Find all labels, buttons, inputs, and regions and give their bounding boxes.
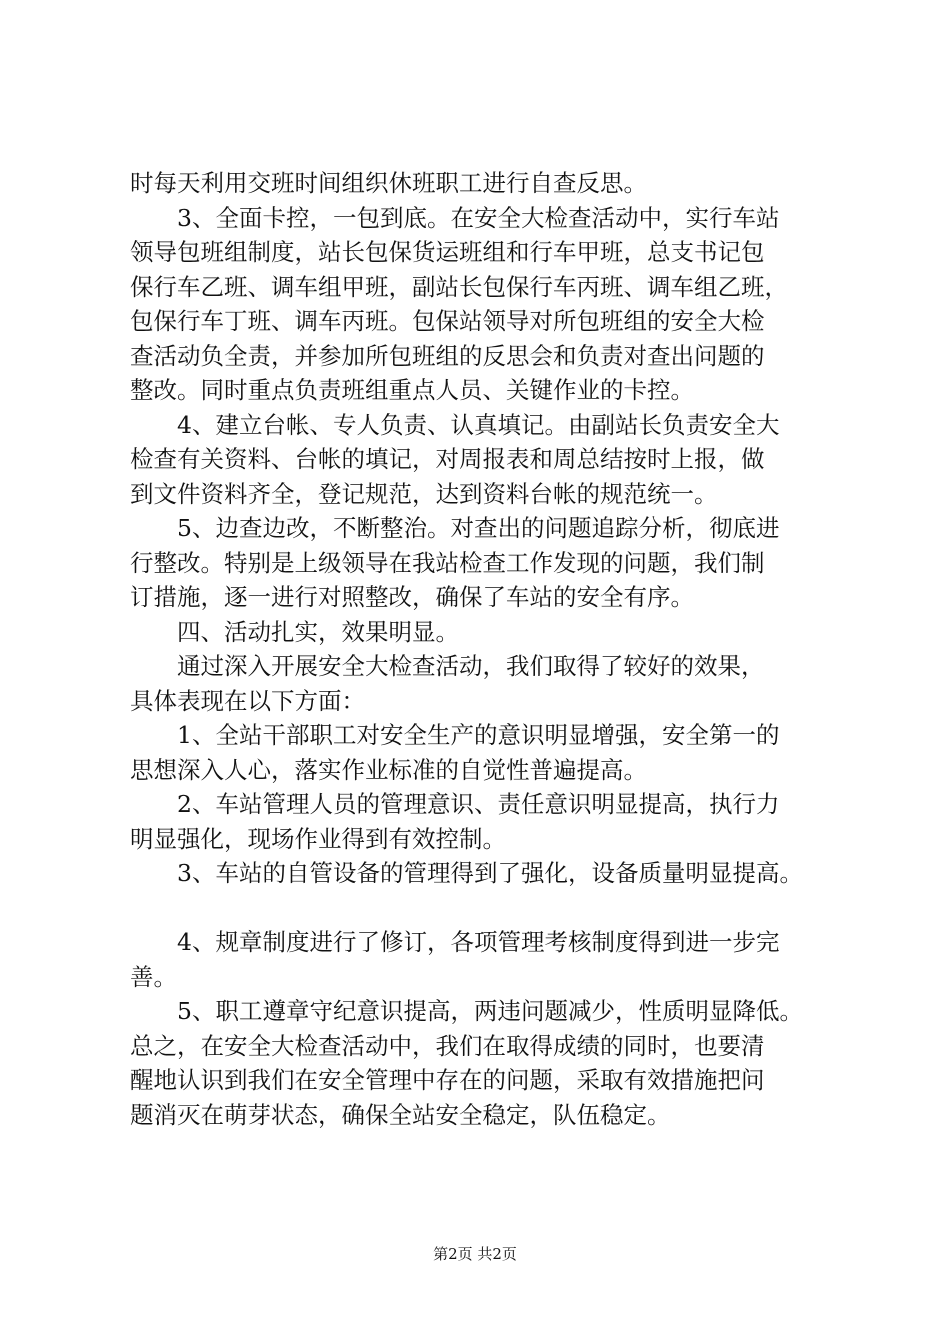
paragraph-line: 醒地认识到我们在安全管理中存在的问题，采取有效措施把问 [130, 1066, 765, 1094]
paragraph-line: 3、全面卡控，一包到底。在安全大检查活动中，实行车站 [177, 203, 780, 232]
paragraph-line: 思想深入人心，落实作业标准的自觉性普遍提高。 [130, 755, 647, 784]
paragraph-line: 通过深入开展安全大检查活动，我们取得了较好的效果， [177, 652, 765, 680]
blank-line [130, 891, 850, 926]
paragraph-line: 3、车站的自管设备的管理得到了强化，设备质量明显提高。 [177, 859, 803, 887]
paragraph-line: 订措施，逐一进行对照整改，确保了车站的安全有序。 [130, 583, 694, 611]
paragraph-line: 时每天利用交班时间组织休班职工进行自查反思。 [130, 169, 647, 197]
paragraph-line: 1、全站干部职工对安全生产的意识明显增强，安全第一的 [177, 721, 780, 749]
paragraph-line: 保行车乙班、调车组甲班，副站长包保行车丙班、调车组乙班， [130, 272, 788, 301]
paragraph-line: 总之，在安全大检查活动中，我们在取得成绩的同时，也要清 [130, 1031, 765, 1060]
paragraph-line: 查活动负全责，并参加所包班组的反思会和负责对查出问题的 [130, 341, 765, 370]
paragraph-line: 到文件资料齐全，登记规范，达到资料台帐的规范统一。 [130, 479, 718, 508]
section-heading: 四、活动扎实，效果明显。 [177, 617, 459, 646]
page-number: 第2页 共2页 [433, 1245, 517, 1263]
page-footer [0, 1244, 950, 1264]
paragraph-line: 具体表现在以下方面： [130, 686, 365, 715]
paragraph-line: 明显强化，现场作业得到有效控制。 [130, 824, 506, 853]
paragraph-line: 行整改。特别是上级领导在我站检查工作发现的问题，我们制 [130, 548, 765, 577]
paragraph-line: 4、建立台帐、专人负责、认真填记。由副站长负责安全大 [177, 410, 780, 439]
paragraph-line: 5、职工遵章守纪意识提高，两违问题减少，性质明显降低。 [177, 997, 803, 1025]
paragraph-line: 5、边查边改，不断整治。对查出的问题追踪分析，彻底进 [177, 514, 780, 542]
paragraph-line: 4、规章制度进行了修订，各项管理考核制度得到进一步完 [177, 928, 780, 956]
paragraph-line: 善。 [130, 962, 177, 991]
document-body [130, 166, 850, 1132]
paragraph-line: 整改。同时重点负责班组重点人员、关键作业的卡控。 [130, 376, 694, 404]
paragraph-line: 2、车站管理人员的管理意识、责任意识明显提高，执行力 [177, 790, 780, 818]
paragraph-line: 领导包班组制度，站长包保货运班组和行车甲班，总支书记包 [130, 238, 765, 266]
paragraph-line: 检查有关资料、台帐的填记，对周报表和周总结按时上报，做 [130, 445, 765, 473]
paragraph-line: 包保行车丁班、调车丙班。包保站领导对所包班组的安全大检 [130, 307, 765, 335]
paragraph-line: 题消灭在萌芽状态，确保全站安全稳定，队伍稳定。 [130, 1100, 671, 1129]
